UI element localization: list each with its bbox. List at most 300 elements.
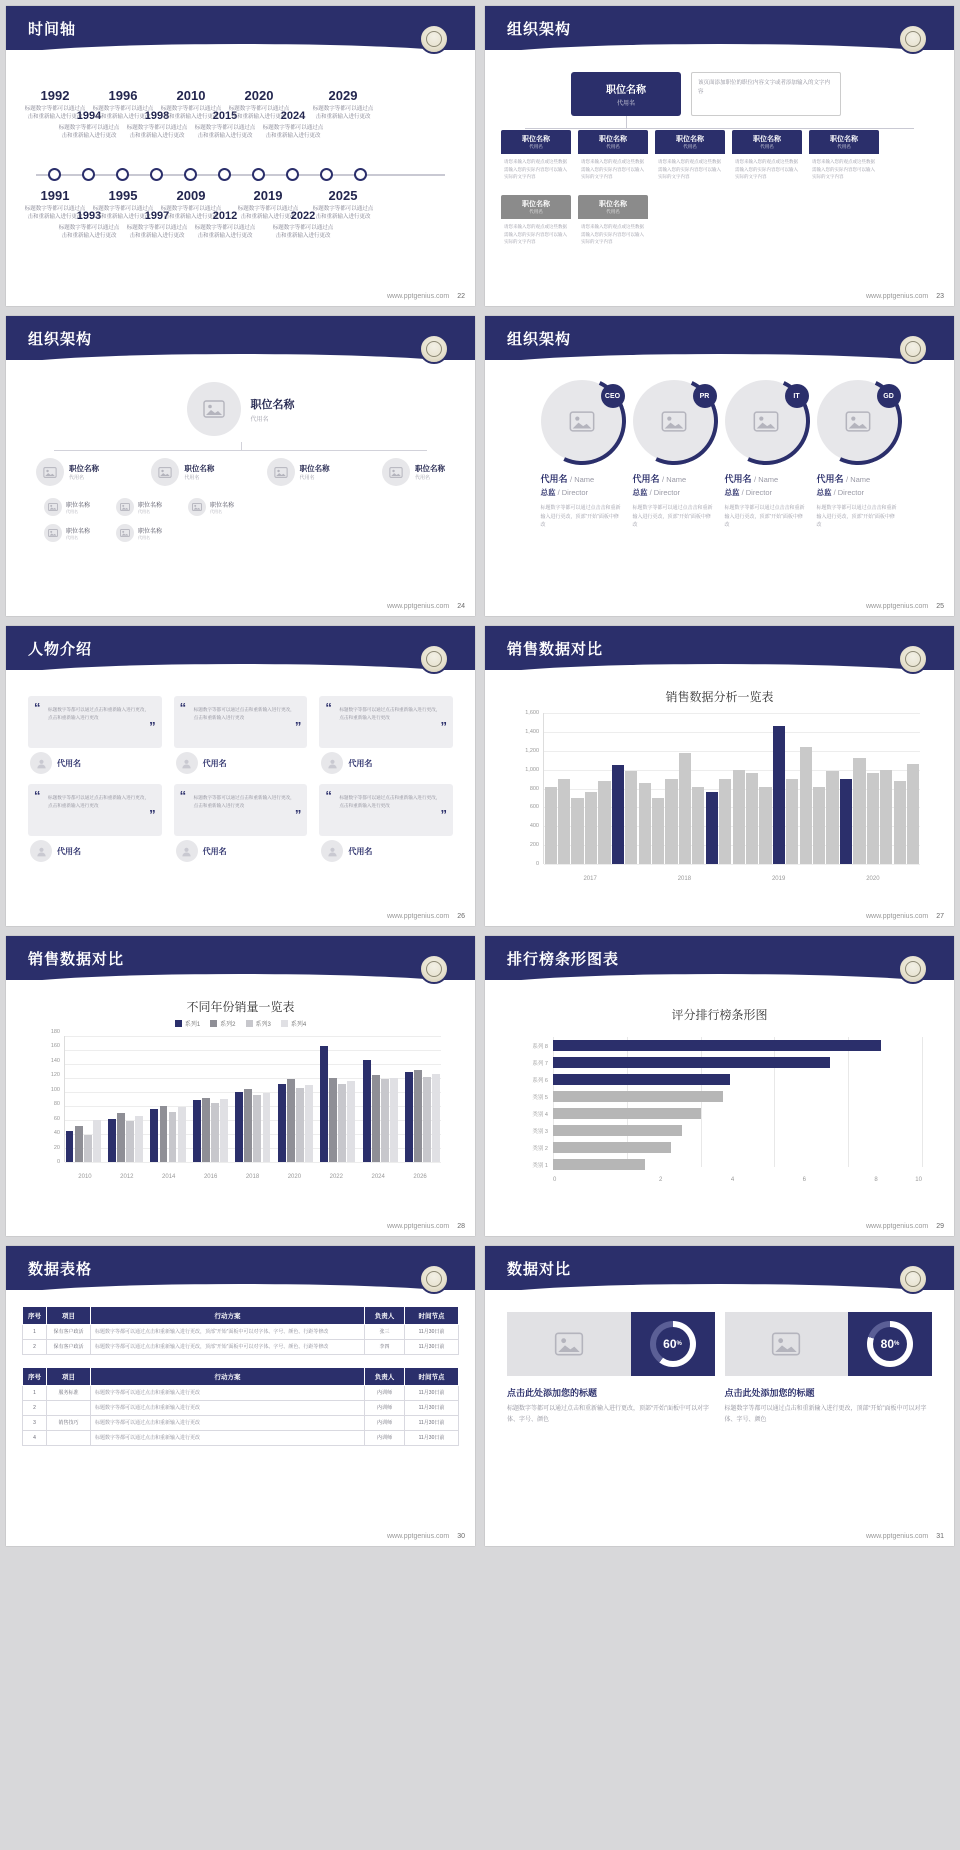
x-tick: 2016 — [203, 1174, 218, 1180]
member-name-cn: 代用名 — [632, 474, 660, 484]
quote-text: 标题数字等都可以通过点击和重新输入进行更改，点击和重新输入进行更改 — [193, 795, 295, 809]
x-axis — [543, 876, 920, 882]
quote-item — [174, 696, 308, 774]
bar[interactable] — [598, 781, 610, 864]
team-member[interactable] — [633, 380, 715, 530]
timeline-desc: 标题数字等都可以通过点击和重新输入进行更改 — [312, 106, 374, 121]
table-cell: 11月30日前 — [405, 1386, 459, 1401]
x-tick: 10 — [915, 1177, 922, 1183]
org-card[interactable] — [578, 195, 648, 250]
bar[interactable] — [305, 1085, 313, 1162]
avatar — [267, 458, 295, 486]
y-tick: 180 — [50, 1029, 60, 1035]
bar[interactable] — [320, 1046, 328, 1162]
bar[interactable] — [278, 1084, 286, 1162]
org-connector — [626, 116, 627, 128]
bar[interactable] — [719, 779, 731, 864]
quote-person[interactable] — [321, 840, 453, 862]
footer-site: www.pptgenius.com — [386, 913, 450, 920]
tree-node-sub: 代用名 — [210, 508, 223, 514]
table-cell: 销售技巧 — [47, 1416, 91, 1431]
table-cell: 内训师 — [365, 1401, 405, 1416]
y-tick: 1,200 — [525, 747, 539, 754]
y-tick: 40 — [53, 1130, 60, 1137]
timeline-desc: 标题数字等都可以通过点击和重新输入进行更改 — [228, 106, 290, 121]
timeline-year: 2010 — [176, 88, 206, 103]
org-card[interactable] — [501, 195, 571, 250]
bar-highlight[interactable] — [612, 765, 624, 864]
org-card-text: 请您来输入您的观点或这些数据需输入您的实际内容您可以输入实际的文字内容 — [501, 154, 571, 185]
avatar — [30, 840, 52, 862]
role-badge: IT — [785, 384, 809, 408]
timeline-desc: 标题数字等都可以通过点击和重新输入进行更改 — [92, 106, 154, 121]
avatar — [188, 498, 206, 516]
team-member[interactable] — [725, 380, 807, 530]
page-number: 29 — [936, 1223, 944, 1230]
org-card-text: 请您来输入您的观点或这些数据需输入您的实际内容您可以输入实际的文字内容 — [501, 219, 571, 250]
hbar-label: 系列 6 — [532, 1077, 548, 1084]
progress-arc — [525, 365, 638, 478]
bar[interactable] — [108, 1119, 116, 1162]
quote-person[interactable] — [321, 752, 453, 774]
table-cell: 11月30日前 — [405, 1340, 459, 1355]
footer-site: www.pptgenius.com — [386, 603, 450, 610]
quote-open-icon: “ — [179, 700, 187, 715]
seal-logo-icon — [419, 644, 449, 674]
bar[interactable] — [263, 1093, 271, 1162]
page-title: 组织架构 — [507, 331, 572, 348]
bar[interactable] — [390, 1078, 398, 1162]
quote-card[interactable] — [28, 696, 162, 748]
bar[interactable] — [193, 1100, 201, 1162]
bar[interactable] — [329, 1078, 337, 1162]
chart-legend — [22, 1019, 459, 1028]
quote-person[interactable] — [176, 840, 308, 862]
quote-item — [319, 784, 453, 862]
legend-label: 系列1 — [184, 1022, 201, 1028]
quote-close-icon: ” — [149, 719, 156, 734]
slide-footer — [866, 293, 944, 300]
slide-header — [6, 6, 475, 50]
org-card-name: 职位名称 — [676, 136, 704, 143]
quote-card[interactable] — [174, 696, 308, 748]
timeline-node[interactable] — [286, 168, 299, 181]
hbar-label: 系列 8 — [532, 1043, 548, 1050]
slide-header — [485, 936, 954, 980]
bar[interactable] — [571, 798, 583, 864]
quote-person[interactable] — [30, 840, 162, 862]
avatar — [176, 752, 198, 774]
image-placeholder-icon — [48, 529, 58, 537]
seal-logo-icon — [898, 954, 928, 984]
quote-close-icon: ” — [294, 719, 302, 734]
page-title: 组织架构 — [507, 21, 572, 38]
page-number: 31 — [936, 1533, 944, 1540]
tree-root-label — [251, 396, 295, 423]
page-number: 30 — [457, 1533, 465, 1540]
bar[interactable] — [117, 1113, 125, 1162]
tree-node[interactable] — [44, 498, 90, 516]
slide-body — [485, 670, 954, 926]
bar[interactable] — [813, 787, 825, 864]
y-axis — [515, 710, 541, 867]
bar[interactable] — [160, 1106, 168, 1162]
bar[interactable] — [585, 792, 597, 864]
person-name: 代用名 — [57, 846, 81, 856]
page-title: 数据对比 — [507, 1261, 572, 1278]
table-cell: 张三 — [365, 1325, 405, 1340]
org-card-name: 职位名称 — [522, 200, 550, 208]
timeline-year: 2012 — [212, 210, 238, 222]
tree-branch — [116, 498, 162, 542]
person-name: 代用名 — [202, 846, 227, 856]
org-card-name: 职位名称 — [599, 200, 627, 208]
bar[interactable] — [692, 787, 704, 864]
bar[interactable] — [84, 1135, 92, 1162]
avatar — [44, 524, 62, 542]
quote-text: 标题数字等都可以通过点击和重新输入进行更改，点击和重新输入进行更改 — [339, 795, 441, 809]
timeline-node[interactable] — [320, 168, 333, 181]
tree-node[interactable] — [116, 524, 162, 542]
tree-node-sub: 代用名 — [299, 475, 315, 481]
slide-org-chart — [485, 6, 954, 306]
donut-chart — [631, 1312, 715, 1376]
legend-label: 系列2 — [220, 1022, 236, 1028]
member-name — [817, 472, 899, 485]
tree-node[interactable] — [188, 498, 234, 516]
y-tick: 0 — [535, 861, 539, 867]
bar[interactable] — [178, 1107, 186, 1162]
image-placeholder-icon — [43, 467, 57, 478]
tree-node-name: 职位名称 — [138, 528, 163, 535]
quote-text: 标题数字等都可以通过点击和重新输入进行更改，点击和重新输入进行更改 — [193, 707, 295, 721]
tree-node[interactable] — [36, 458, 99, 486]
tree-node-sub: 代用名 — [414, 475, 430, 481]
quote-close-icon: ” — [294, 807, 302, 822]
slide-footer — [387, 603, 465, 610]
person-icon — [181, 758, 192, 769]
timeline-node[interactable] — [116, 168, 129, 181]
bar[interactable] — [405, 1072, 413, 1162]
bar[interactable] — [126, 1121, 134, 1162]
bar-highlight[interactable] — [706, 792, 718, 864]
table-header-cell: 项目 — [47, 1307, 91, 1325]
org-card-sub: 代用名 — [837, 144, 851, 149]
page-title: 数据表格 — [28, 1261, 93, 1278]
slide-header — [485, 316, 954, 360]
hbar-label: 类别 2 — [532, 1145, 548, 1152]
x-tick: 6 — [802, 1177, 806, 1183]
bar[interactable] — [679, 753, 691, 864]
hbar-value: 7.5 — [910, 1059, 918, 1065]
bar[interactable] — [381, 1079, 389, 1162]
tree-node[interactable] — [267, 458, 330, 486]
quote-grid — [22, 696, 459, 862]
footer-site: www.pptgenius.com — [865, 1223, 929, 1230]
footer-site: www.pptgenius.com — [386, 293, 450, 300]
table-row[interactable] — [23, 1340, 459, 1355]
footer-site: www.pptgenius.com — [865, 293, 929, 300]
member-name-en: / Name — [570, 475, 595, 484]
member-role — [633, 487, 715, 498]
member-role-cn: 总监 — [724, 488, 740, 497]
bar[interactable] — [423, 1077, 431, 1162]
bar[interactable] — [253, 1095, 261, 1162]
quote-text: 标题数字等都可以通过点击和重新输入进行更改，点击和重新输入进行更改 — [48, 795, 150, 809]
org-card-sub: 代用名 — [606, 144, 620, 149]
progress-arc — [617, 365, 730, 478]
quote-open-icon: “ — [34, 700, 41, 715]
tree-root-name: 职位名称 — [250, 398, 295, 411]
bar-series — [544, 713, 920, 864]
timeline-year: 2029 — [328, 88, 358, 103]
member-desc: 标题数字等都可以通过点击击和重新输入进行更改，顶部“开始”面板中修改 — [816, 505, 897, 528]
org-card[interactable] — [655, 130, 725, 185]
bar[interactable] — [826, 771, 838, 864]
member-role-en: / Director — [833, 488, 865, 497]
table-header-cell: 负责人 — [365, 1368, 405, 1386]
person-icon — [36, 846, 47, 857]
tree-node[interactable] — [44, 524, 90, 542]
timeline-node[interactable] — [48, 168, 61, 181]
tree-node-name: 职位名称 — [66, 502, 91, 509]
timeline-node[interactable] — [82, 168, 95, 181]
org-level-2 — [501, 195, 938, 250]
quote-open-icon: “ — [34, 788, 41, 803]
image-placeholder[interactable] — [725, 1312, 849, 1376]
quote-card[interactable] — [174, 784, 308, 836]
tree-root[interactable] — [22, 382, 459, 436]
org-card-name: 职位名称 — [830, 136, 858, 143]
bar[interactable] — [66, 1131, 74, 1163]
tree-level-2 — [36, 458, 445, 486]
image-placeholder-icon — [554, 1332, 584, 1356]
data-table-1 — [22, 1306, 459, 1355]
bar-highlight[interactable] — [840, 779, 852, 864]
compare-visual — [507, 1312, 715, 1376]
timeline-desc: 标题数字等都可以通过点击和重新输入进行更改 — [92, 206, 154, 221]
timeline-desc: 标题数字等都可以通过点击和重新输入进行更改 — [126, 125, 188, 140]
tree-node[interactable] — [116, 498, 162, 516]
y-tick: 80 — [53, 1101, 60, 1108]
avatar — [382, 458, 410, 486]
bar[interactable] — [665, 779, 677, 864]
quote-person[interactable] — [30, 752, 162, 774]
member-name — [541, 472, 623, 485]
slide-header — [485, 1246, 954, 1290]
bar[interactable] — [287, 1079, 295, 1162]
role-badge: PR — [693, 384, 717, 408]
quote-text: 标题数字等都可以通过点击和重新输入进行更改，点击和重新输入进行更改 — [48, 707, 150, 721]
hbar-label: 系列 7 — [532, 1060, 548, 1067]
team-member[interactable] — [817, 380, 899, 530]
quote-person[interactable] — [176, 752, 308, 774]
table-header-cell: 项目 — [47, 1368, 91, 1386]
timeline-year: 1997 — [144, 210, 170, 222]
quote-item — [174, 784, 308, 862]
x-tick: 2018 — [245, 1174, 260, 1180]
timeline-node[interactable] — [354, 168, 367, 181]
slide-body — [485, 1290, 954, 1546]
bar[interactable] — [652, 798, 664, 864]
bar[interactable] — [625, 771, 637, 864]
seal-logo-icon — [419, 334, 449, 364]
bar[interactable] — [800, 747, 812, 864]
legend-item[interactable] — [210, 1019, 235, 1028]
slide-data-table — [6, 1246, 475, 1546]
slide-timeline — [6, 6, 475, 306]
bar[interactable] — [135, 1116, 143, 1162]
donut-value: 60 — [663, 1337, 677, 1351]
page-title: 时间轴 — [28, 21, 77, 38]
quote-card[interactable] — [319, 784, 453, 836]
bar[interactable] — [296, 1088, 304, 1162]
org-card[interactable] — [501, 130, 571, 185]
table-header-cell: 时间节点 — [405, 1307, 459, 1325]
team-list — [501, 380, 938, 530]
table-cell: 3 — [23, 1416, 47, 1431]
hbar-value: 4.6 — [910, 1093, 918, 1099]
table-row[interactable] — [23, 1386, 459, 1401]
bar[interactable] — [907, 764, 919, 864]
member-name — [725, 472, 807, 485]
table-header-row — [23, 1307, 459, 1325]
bar[interactable] — [746, 773, 758, 864]
donut-ring — [650, 1321, 696, 1367]
org-card[interactable] — [578, 130, 648, 185]
x-tick: 2020 — [866, 876, 880, 882]
tree-node-sub: 代用名 — [66, 508, 78, 514]
bar[interactable] — [372, 1075, 380, 1162]
slide-header — [6, 316, 475, 360]
bar[interactable] — [150, 1109, 158, 1162]
legend-item[interactable] — [175, 1019, 200, 1028]
bar[interactable] — [211, 1103, 219, 1162]
timeline-desc: 标题数字等都可以通过点击和重新输入进行更改 — [237, 206, 299, 221]
bar[interactable] — [202, 1098, 210, 1162]
timeline — [22, 78, 459, 268]
bar[interactable] — [220, 1099, 228, 1162]
timeline-node[interactable] — [218, 168, 231, 181]
timeline-desc: 标题数字等都可以通过点击和重新输入进行更改 — [194, 125, 256, 140]
x-axis — [64, 1174, 441, 1180]
seal-logo-icon — [898, 24, 928, 54]
bar[interactable] — [733, 770, 745, 864]
image-placeholder-icon — [48, 503, 58, 511]
table-row[interactable] — [23, 1416, 459, 1431]
bar[interactable] — [759, 787, 771, 864]
tree-branch — [44, 498, 90, 542]
bar[interactable] — [853, 758, 865, 864]
timeline-node[interactable] — [252, 168, 265, 181]
footer-site: www.pptgenius.com — [865, 603, 929, 610]
page-number: 22 — [457, 293, 465, 300]
avatar — [116, 524, 134, 542]
bar[interactable] — [244, 1089, 252, 1162]
table-cell: 2 — [23, 1340, 47, 1355]
table-cell: 1 — [23, 1386, 47, 1401]
org-note: 该页面添加职位的职位内容文字或者添加输入的文字内容 — [691, 72, 841, 116]
bar[interactable] — [75, 1126, 83, 1162]
bar[interactable] — [432, 1074, 440, 1162]
table-row[interactable] — [23, 1325, 459, 1340]
timeline-year: 1998 — [144, 110, 170, 122]
slide-org-tree — [6, 316, 475, 616]
y-tick: 200 — [529, 842, 539, 849]
table-row[interactable] — [23, 1401, 459, 1416]
bar[interactable] — [894, 781, 906, 864]
table-cell: 保有客户政活 — [47, 1340, 91, 1355]
org-card-text: 请您来输入您的观点或这些数据需输入您的实际内容您可以输入实际的文字内容 — [578, 154, 648, 185]
timeline-node[interactable] — [150, 168, 163, 181]
tree-node[interactable] — [382, 458, 445, 486]
bar[interactable] — [786, 779, 798, 864]
slide-header — [6, 936, 475, 980]
bar[interactable] — [235, 1092, 243, 1162]
table-row[interactable] — [23, 1431, 459, 1446]
tree-node-name: 职位名称 — [138, 502, 163, 509]
bar[interactable] — [880, 770, 892, 864]
block-text: 标题数字等都可以通过点击和重新输入进行更改，顶部“开始”面板中可以对字体、字号、颜色 — [507, 1406, 709, 1423]
bar[interactable] — [169, 1112, 177, 1162]
y-tick: 160 — [50, 1043, 60, 1050]
person-name: 代用名 — [57, 758, 81, 768]
slide-rank-bars — [485, 936, 954, 1236]
bar[interactable] — [93, 1120, 101, 1162]
quote-card[interactable] — [319, 696, 453, 748]
seal-logo-icon — [419, 954, 449, 984]
image-placeholder[interactable] — [507, 1312, 631, 1376]
slide-header — [6, 626, 475, 670]
bar[interactable] — [414, 1070, 422, 1162]
bar-highlight[interactable] — [773, 726, 785, 864]
slide-footer — [866, 1223, 944, 1230]
bar[interactable] — [363, 1060, 371, 1162]
team-member[interactable] — [541, 380, 623, 530]
member-desc: 标题数字等都可以通过点击击和重新输入进行更改，顶部“开始”面板中修改 — [632, 505, 713, 528]
hbar-row[interactable] — [517, 1156, 922, 1173]
avatar — [36, 458, 64, 486]
legend-item[interactable] — [246, 1019, 271, 1028]
bar[interactable] — [639, 783, 651, 864]
bar[interactable] — [545, 787, 557, 864]
avatar — [116, 498, 134, 516]
member-desc: 标题数字等都可以通过点击击和重新输入进行更改，顶部“开始”面板中修改 — [540, 505, 621, 528]
slide-team-circles — [485, 316, 954, 616]
role-badge: GD — [877, 384, 901, 408]
tree-node-sub: 代用名 — [69, 475, 85, 481]
tree-node[interactable] — [151, 458, 214, 486]
timeline-node[interactable] — [184, 168, 197, 181]
bar[interactable] — [558, 779, 570, 864]
org-root-box[interactable] — [571, 72, 681, 116]
quote-card[interactable] — [28, 784, 162, 836]
table-cell: 2 — [23, 1401, 47, 1416]
donut-value: 80 — [880, 1337, 894, 1351]
bar[interactable] — [867, 773, 879, 864]
plot-area — [543, 713, 920, 864]
org-card[interactable] — [809, 130, 879, 185]
bar[interactable] — [338, 1084, 346, 1162]
avatar — [176, 840, 198, 862]
bar[interactable] — [347, 1081, 355, 1162]
timeline-year: 1994 — [76, 110, 102, 122]
progress-arc — [801, 365, 914, 478]
legend-item[interactable] — [281, 1019, 306, 1028]
slide-body — [6, 1290, 475, 1546]
slide-footer — [387, 1223, 465, 1230]
org-card[interactable] — [732, 130, 802, 185]
